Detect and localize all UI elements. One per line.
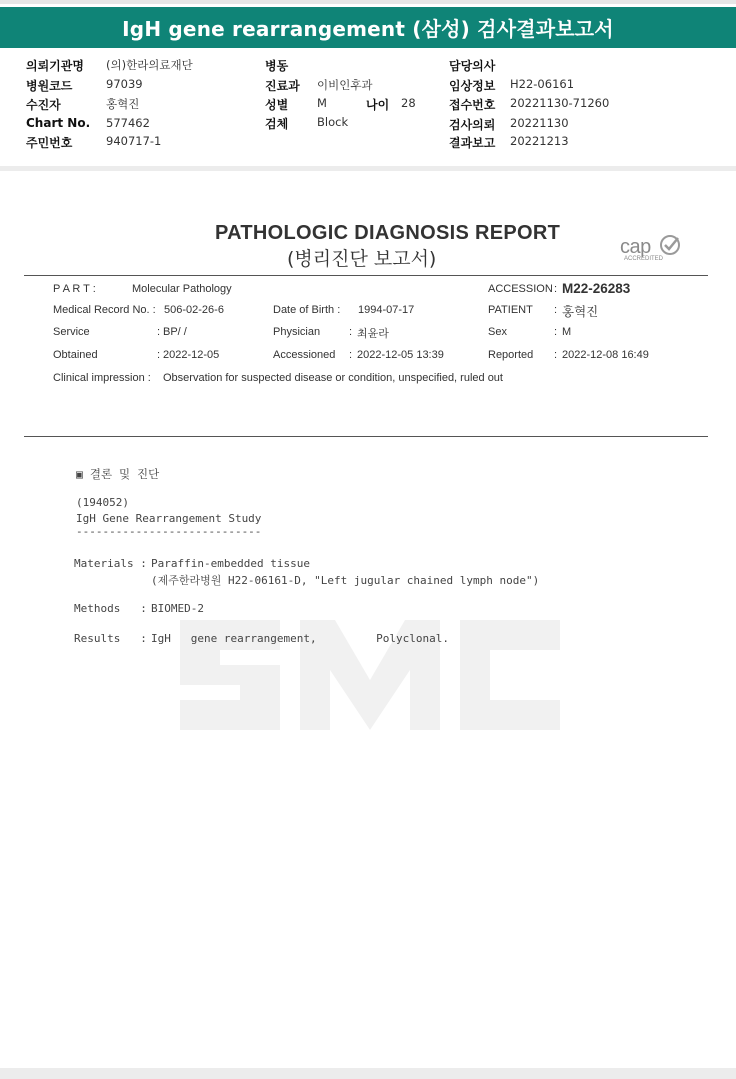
accessioned-colon: : [349, 349, 353, 361]
specimen-value: Block [317, 115, 349, 129]
header-separator [0, 166, 736, 171]
request-date-label: 검사의뢰 [449, 118, 496, 132]
doctor-label: 담당의사 [449, 59, 496, 73]
report-title-en: PATHOLOGIC DIAGNOSIS REPORT [215, 222, 561, 244]
resident-no-value: 940717-1 [106, 134, 162, 148]
resident-no-label: 주민번호 [26, 136, 73, 150]
smc-watermark-logo [170, 600, 570, 750]
reported-colon: : [554, 349, 558, 361]
patient-colon: : [554, 304, 558, 316]
accession-label: ACCESSION [488, 283, 553, 295]
materials-line2: (제주한라병원 H22-06161-D, "Left jugular chained lymph node") [151, 574, 540, 587]
receipt-no-label: 접수번호 [449, 98, 496, 112]
sex-label: 성별 [265, 98, 289, 112]
obtained-colon: : [157, 349, 161, 361]
study-name: IgH Gene Rearrangement Study [76, 512, 262, 525]
sex-label-report: Sex [488, 326, 507, 338]
bottom-strip [0, 1068, 736, 1079]
cap-logo-sub: ACCREDITED [624, 256, 664, 262]
section-heading: ▣ 결론 및 진단 [76, 467, 160, 481]
hospital-code-label: 병원코드 [26, 79, 73, 93]
sex-value: M [317, 96, 327, 110]
age-label: 나이 [366, 98, 390, 112]
ward-label: 병동 [265, 59, 289, 73]
service-label: Service [53, 326, 90, 338]
department-value: 이비인후과 [317, 78, 373, 92]
service-colon: : [157, 326, 161, 338]
dob-label: Date of Birth : [273, 304, 341, 316]
reported-label: Reported [488, 349, 534, 361]
institution-value: (의)한라의료재단 [106, 58, 193, 72]
department-label: 진료과 [265, 79, 300, 93]
clinical-info-value: H22-06161 [510, 77, 575, 91]
report-date-value: 20221213 [510, 134, 569, 148]
report-date-label: 결과보고 [449, 136, 496, 150]
materials-label: Materials : [74, 557, 147, 570]
reported-value: 2022-12-08 16:49 [562, 349, 649, 361]
physician-label: Physician [273, 326, 321, 338]
clinical-info-label: 임상정보 [449, 79, 496, 93]
study-code: (194052) [76, 496, 129, 509]
clinical-impression-value: Observation for suspected disease or condition, unspecified, ruled out [163, 372, 503, 384]
patient-value: 홍혁진 [106, 97, 140, 111]
patient-info-header [0, 0, 736, 170]
part-value: Molecular Pathology [132, 283, 232, 295]
report-bottom-rule [24, 436, 708, 437]
obtained-value: 2022-12-05 [163, 349, 220, 361]
institution-label: 의뢰기관명 [26, 59, 84, 73]
service-value: BP/ / [163, 326, 187, 338]
sex-colon: : [554, 326, 558, 338]
hospital-code-value: 97039 [106, 77, 143, 91]
clinical-impression-label: Clinical impression : [53, 372, 151, 384]
dob-value: 1994-07-17 [358, 304, 415, 316]
page-title: IgH gene rearrangement (삼성) 검사결과보고서 [122, 17, 614, 41]
chart-no-value: 577462 [106, 116, 150, 130]
specimen-label: 검체 [265, 117, 289, 131]
mrn-value: 506-02-26-6 [164, 304, 224, 316]
methods-value: BIOMED-2 [151, 602, 204, 615]
patient-label: 수진자 [26, 98, 61, 112]
physician-colon: : [349, 326, 353, 338]
request-date-value: 20221130 [510, 116, 569, 130]
sex-value-report: M [562, 326, 572, 338]
methods-label: Methods : [74, 602, 147, 615]
physician-value: 최윤라 [357, 328, 389, 340]
patient-value-report: 홍혁진 [562, 305, 599, 319]
obtained-label: Obtained [53, 349, 98, 361]
part-label: P A R T : [53, 283, 96, 295]
accessioned-value: 2022-12-05 13:39 [357, 349, 444, 361]
chart-no-label: Chart No. [26, 116, 91, 130]
cap-logo-text: cap [620, 236, 651, 258]
patient-label-report: PATIENT [488, 304, 533, 316]
receipt-no-value: 20221130-71260 [510, 96, 610, 110]
mrn-label: Medical Record No. : [53, 304, 156, 316]
results-value: IgH gene rearrangement, Polyclonal. [151, 632, 450, 645]
results-label: Results : [74, 632, 147, 645]
study-divider: ---------------------------- [76, 525, 262, 538]
report-top-rule [24, 275, 708, 276]
accession-value: M22-26283 [562, 281, 631, 296]
age-value: 28 [401, 96, 416, 110]
report-title-ko: (병리진단 보고서) [287, 248, 437, 270]
materials-line1: Paraffin-embedded tissue [151, 557, 310, 570]
accessioned-label: Accessioned [273, 349, 336, 361]
accession-colon: : [554, 283, 558, 295]
